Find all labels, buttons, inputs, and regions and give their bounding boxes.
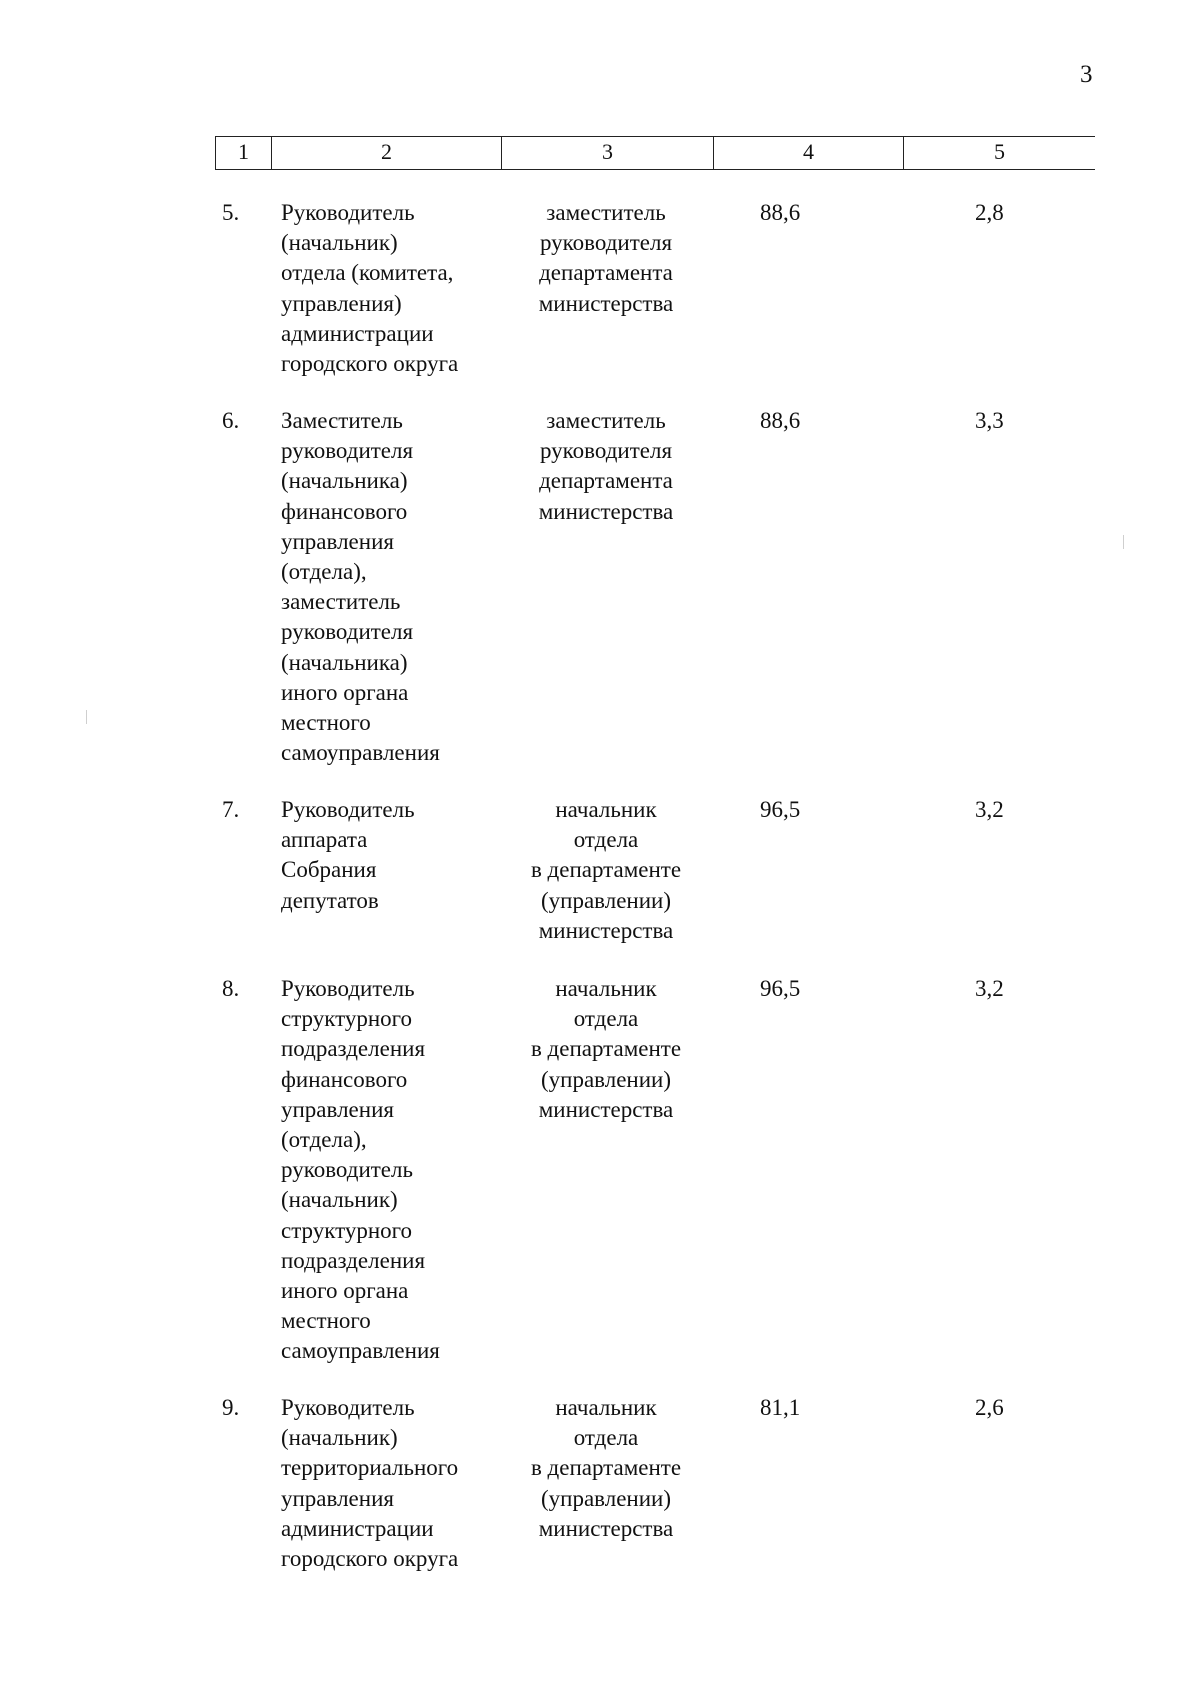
column-header-3: 3 (501, 137, 714, 169)
row-number: 8. (222, 976, 240, 1001)
equivalent-position: начальник отдела в департаменте (управлении) министерства (530, 976, 682, 1122)
column-4-value: 96,5 (760, 976, 801, 1001)
column-4-value: 88,6 (760, 200, 801, 225)
equivalent-position: начальник отдела в департаменте (управлении) министерства (530, 797, 682, 943)
row-number: 7. (222, 797, 240, 822)
column-4-value: 96,5 (760, 797, 801, 822)
column-header-5: 5 (903, 137, 1095, 169)
column-header-2: 2 (381, 139, 392, 164)
equivalent-position: заместитель руководителя департамента министерства (538, 408, 674, 524)
column-5-value: 2,6 (975, 1395, 1004, 1420)
column-header-1: 1 (215, 137, 272, 169)
column-4-value: 81,1 (760, 1395, 801, 1420)
position-title: Заместитель руководителя (начальника) финансового управления (отдела), заместитель руководителя (начальника) иного органа местного самоуправления (281, 408, 440, 766)
row-number: 6. (222, 408, 240, 433)
row-number: 9. (222, 1395, 240, 1420)
equivalent-position: начальник отдела в департаменте (управлении) министерства (530, 1395, 682, 1541)
position-title: Руководитель аппарата Собрания депутатов (281, 797, 415, 913)
table-header-row (215, 136, 1095, 170)
column-4-value: 88,6 (760, 408, 801, 433)
position-title: Руководитель (начальник) территориального управления администрации городского округа (281, 1395, 459, 1572)
column-5-value: 3,3 (975, 408, 1004, 433)
scan-margin-mark (1123, 535, 1124, 549)
position-title: Руководитель (начальник) отдела (комитета, управления) администрации городского округа (281, 200, 459, 377)
equivalent-position: заместитель руководителя департамента министерства (538, 200, 674, 316)
column-header-4: 4 (803, 139, 814, 164)
column-5-value: 3,2 (975, 797, 1004, 822)
column-5-value: 3,2 (975, 976, 1004, 1001)
page-number: 3 (1080, 61, 1093, 88)
scan-margin-mark (86, 710, 87, 724)
position-title: Руководитель структурного подразделения финансового управления (отдела), руководитель (начальник) структурного подразделения иного органа местного самоуправления (281, 976, 440, 1364)
column-5-value: 2,8 (975, 200, 1004, 225)
row-number: 5. (222, 200, 240, 225)
